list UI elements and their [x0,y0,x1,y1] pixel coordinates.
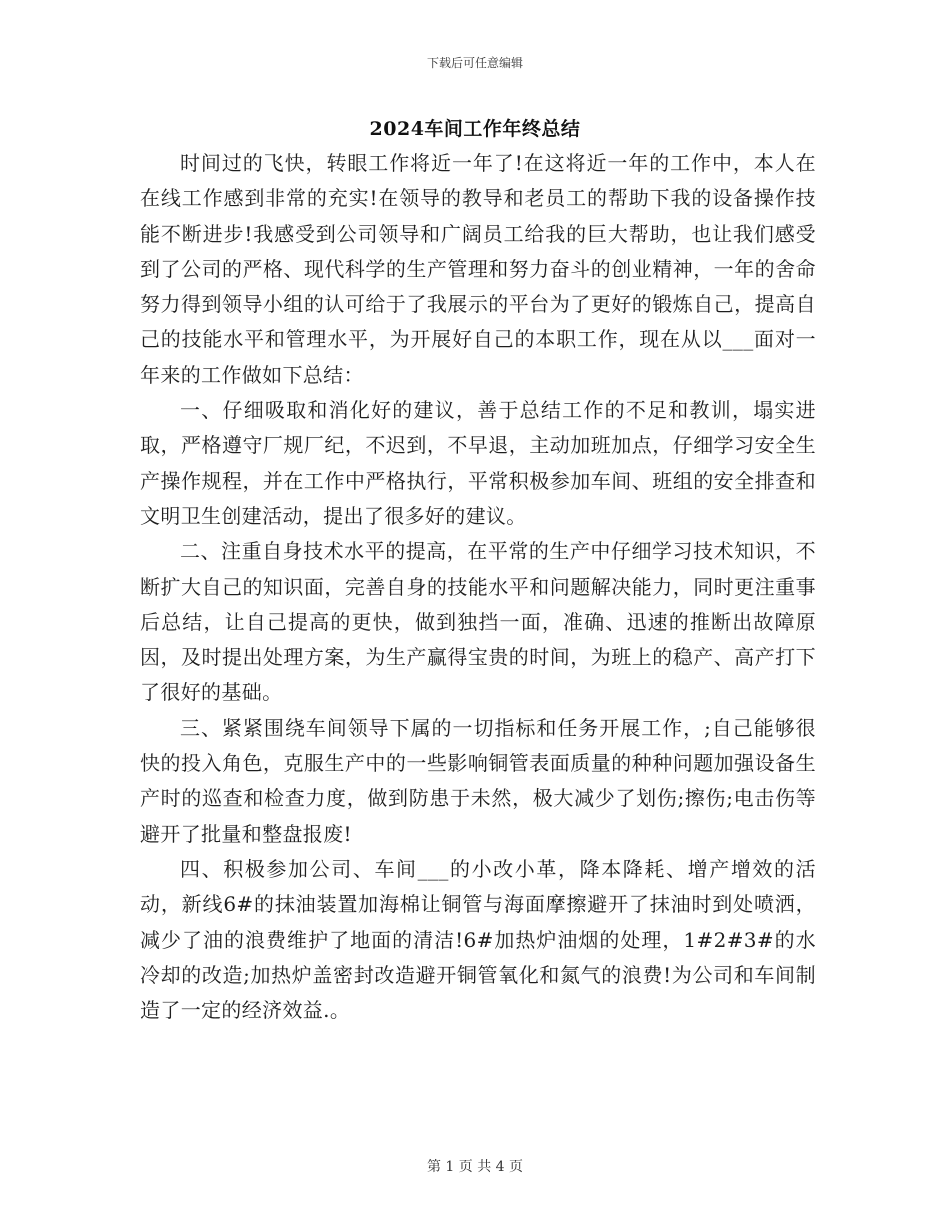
paragraph-point-1: 一、仔细吸取和消化好的建议，善于总结工作的不足和教训，塌实进取，严格遵守厂规厂纪，不迟到，不早退，主动加班加点，仔细学习安全生产操作规程，并在工作中严格执行，平常积极参加车间、班组的安全排查和文明卫生创建活动，提出了很多好的建议。 [140,398,816,528]
document-title: 2024车间工作年终总结 [369,118,581,140]
paragraph-intro: 时间过的飞快，转眼工作将近一年了!在这将近一年的工作中，本人在在线工作感到非常的充实!在领导的教导和老员工的帮助下我的设备操作技能不断进步!我感受到公司领导和广阔员工给我的巨大帮助，也让我们感受到了公司的严格、现代科学的生产管理和努力奋斗的创业精神，一年的舍命努力得到领导小组的认可给于了我展示的平台为了更好的锻炼自己，提高自己的技能水平和管理水平，为开展好自己的本职工作，现在从以___面对一年来的工作做如下总结： [140,151,816,387]
paragraph-point-4: 四、积极参加公司、车间___的小改小革，降本降耗、增产增效的活动，新线6#的抹油装置加海棉让铜管与海面摩擦避开了抹油时到处喷洒，减少了油的浪费维护了地面的清洁!6#加热炉油烟的处理，1#2#3#的水冷却的改造;加热炉盖密封改造避开铜管氧化和氮气的浪费!为公司和车间制造了一定的经济效益.。 [140,856,816,1023]
paragraph-point-3: 三、紧紧围绕车间领导下属的一切指标和任务开展工作，;自己能够很快的投入角色，克服生产中的一些影响铜管表面质量的种种问题加强设备生产时的巡查和检查力度，做到防患于未然，极大减少了划伤;擦伤;电击伤等避开了批量和整盘报废! [140,715,816,846]
paragraph-point-2: 二、注重自身技术水平的提高，在平常的生产中仔细学习技术知识，不断扩大自己的知识面，完善自身的技能水平和问题解决能力，同时更注重事后总结，让自己提高的更快，做到独挡一面，准确、迅速的推断出故障原因，及时提出处理方案，为生产赢得宝贵的时间，为班上的稳产、高产打下了很好的基础。 [140,539,816,705]
document-body [140,146,816,1028]
download-note: 下载后可任意编辑 [426,56,523,70]
page-number: 第 1 页 共 4 页 [426,1159,524,1175]
